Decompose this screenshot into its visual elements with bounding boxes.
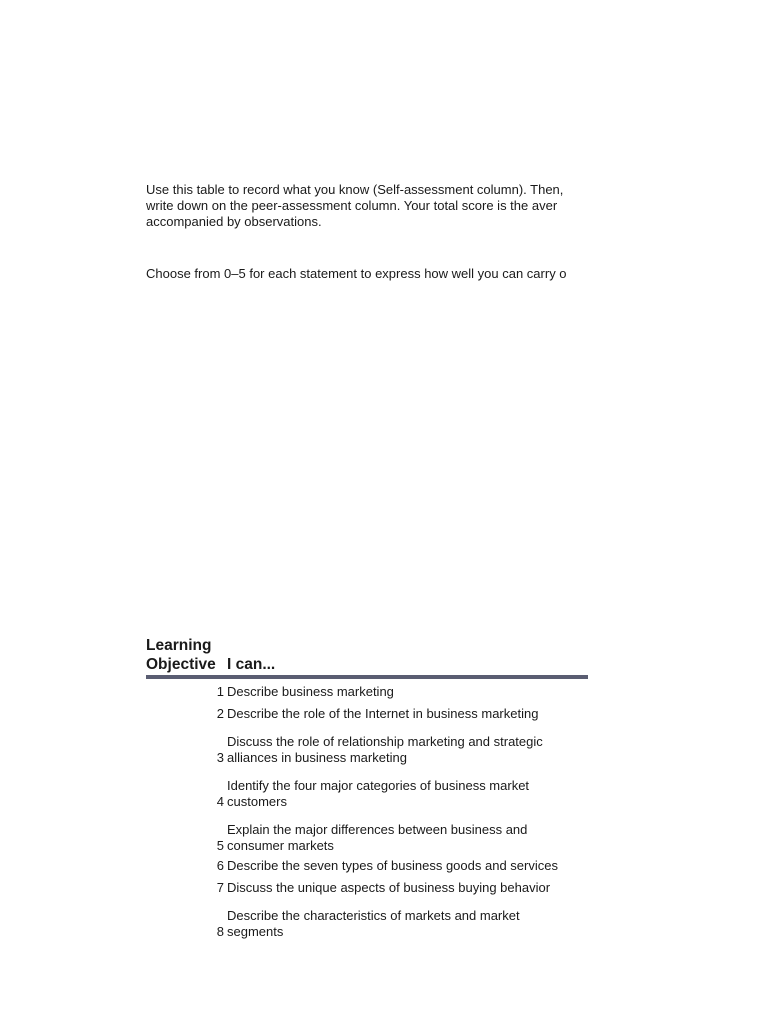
row-text (227, 778, 588, 810)
row-text (227, 706, 588, 722)
table-row (146, 730, 588, 766)
header-divider (146, 675, 588, 679)
row-text-line-1: Discuss the role of relationship marketing and strategic (227, 734, 543, 749)
intro-line-1: Use this table to record what you know (Self-assessment column). Then, (146, 182, 564, 197)
table-row (146, 680, 588, 700)
row-number: 1 (216, 684, 224, 699)
row-number: 4 (216, 794, 224, 809)
instruction-text: Choose from 0–5 for each statement to express how well you can carry o (146, 266, 567, 281)
row-text-line-1: Describe business marketing (227, 684, 394, 699)
table-row (146, 702, 588, 722)
row-text-line-1: Describe the role of the Internet in business marketing (227, 706, 539, 721)
row-number: 5 (216, 838, 224, 853)
learning-objectives-table (146, 636, 588, 939)
row-number: 8 (216, 924, 224, 939)
row-text-line-1: Identify the four major categories of business market (227, 778, 530, 793)
header-i-can: I can... (227, 656, 276, 673)
table-row (146, 876, 588, 896)
row-number: 7 (216, 880, 224, 895)
row-text-line-2: segments (227, 924, 284, 939)
header-objective-line-2: Objective (146, 656, 216, 673)
row-text (227, 684, 588, 700)
row-text-line-1: Explain the major differences between business and (227, 822, 528, 837)
row-text (227, 858, 588, 874)
row-text-line-2: alliances in business marketing (227, 750, 407, 765)
row-text (227, 734, 588, 766)
header-objective-line-1: Learning (146, 637, 212, 654)
intro-line-2: write down on the peer-assessment column. Your total score is the aver (146, 198, 558, 213)
row-text-line-1: Describe the seven types of business goods and services (227, 858, 558, 873)
row-text-line-1: Discuss the unique aspects of business buying behavior (227, 880, 551, 895)
table-row (146, 774, 588, 810)
row-text-line-2: customers (227, 794, 287, 809)
intro-paragraph (146, 182, 588, 230)
row-text (227, 908, 588, 940)
row-text-line-1: Describe the characteristics of markets and market (227, 908, 520, 923)
intro-line-3: accompanied by observations. (146, 214, 322, 229)
row-text (227, 822, 588, 854)
row-text (227, 880, 588, 896)
table-row (146, 854, 588, 874)
table-header (146, 636, 588, 674)
row-number: 2 (216, 706, 224, 721)
table-row (146, 818, 588, 854)
row-number: 3 (216, 750, 224, 765)
row-text-line-2: consumer markets (227, 838, 334, 853)
header-learning-objective (146, 636, 216, 674)
table-row (146, 904, 588, 940)
row-number: 6 (216, 858, 224, 873)
